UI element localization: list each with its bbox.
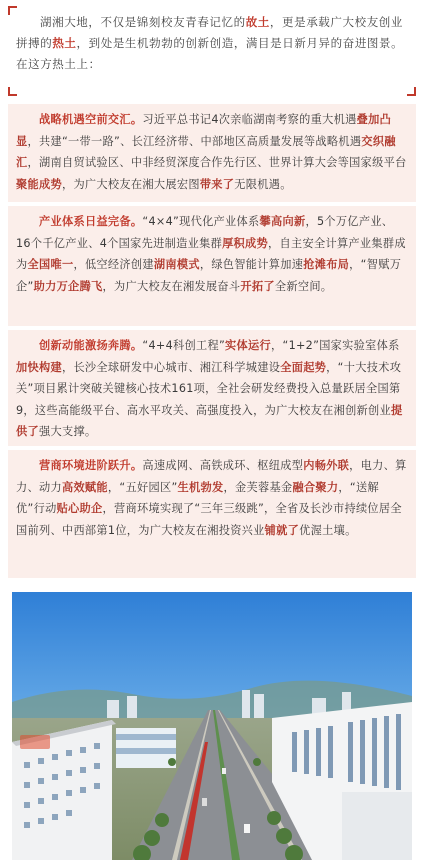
- section-heading: 战略机遇空前交汇。: [39, 113, 143, 126]
- section-business-environment: [8, 450, 416, 578]
- paragraph-industry: 产业体系日益完备。“4×4”现代化产业体系攀高向新，5个万亿产业、16个千亿产业、4个国家先进制造业集群厚积成势，自主安全计算产业集群成为全国唯一，低空经济创建湖南模式，绿色智能计算加速抢滩布局，“智赋万企”助力万企腾飞，为广大校友在湘发展奋斗开拓了全新空间。: [16, 215, 406, 293]
- paragraph-strategy: 战略机遇空前交汇。习近平总书记4次亲临湖南考察的重大机遇叠加凸显，共建“一带一路”、长江经济带、中部地区高质量发展等战略机遇交织融汇，湖南自贸试验区、中非经贸深度合作先行区、世界计算大会等国家级平台聚能成势，为广大校友在湘大展宏图带来了无限机遇。: [16, 113, 407, 191]
- city-aerial-photo: [12, 592, 412, 860]
- corner-bracket-icon: [8, 87, 17, 96]
- city-illustration: [12, 592, 412, 860]
- paragraph-business-environment: 营商环境进阶跃升。高速成网、高铁成环、枢纽成型内畅外联，电力、算力、动力高效赋能，“五好园区”生机勃发，金芙蓉基金融合聚力，“送解优”行动贴心助企，营商环境实现了“三年三级跳”，全省及长沙市持续位居全国前列、中西部第1位，为广大校友在湘投资兴业铺就了优渥土壤。: [16, 459, 407, 537]
- corner-bracket-icon: [8, 6, 17, 15]
- corner-bracket-icon: [407, 87, 416, 96]
- intro-box: [8, 6, 416, 96]
- intro-paragraph: 湖湘大地，不仅是锦刻校友青春记忆的故土，更是承载广大校友创业拼搏的热土，到处是生机勃勃的创新创造，满目是日新月异的奋进图景。在这方热土上：: [16, 15, 404, 71]
- section-strategy: [8, 104, 416, 202]
- watermark-logo: [20, 735, 50, 749]
- section-heading: 创新动能激扬奔腾。: [39, 339, 143, 352]
- section-innovation: [8, 330, 416, 446]
- section-heading: 营商环境进阶跃升。: [39, 459, 143, 472]
- section-heading: 产业体系日益完备。: [39, 215, 143, 228]
- paragraph-innovation: 创新动能激扬奔腾。“4+4科创工程”实体运行，“1+2”国家实验室体系加快构建，长沙全球研发中心城市、湘江科学城建设全面起势，“十大技术攻关”项目累计突破关键核心技术161项，全社会研发经费投入总量跃居全国第9，这些高能级平台、高水平攻关、高强度投入，为广大校友在湘创新创业提供了强大支撑。: [16, 339, 403, 438]
- section-industry: [8, 206, 416, 326]
